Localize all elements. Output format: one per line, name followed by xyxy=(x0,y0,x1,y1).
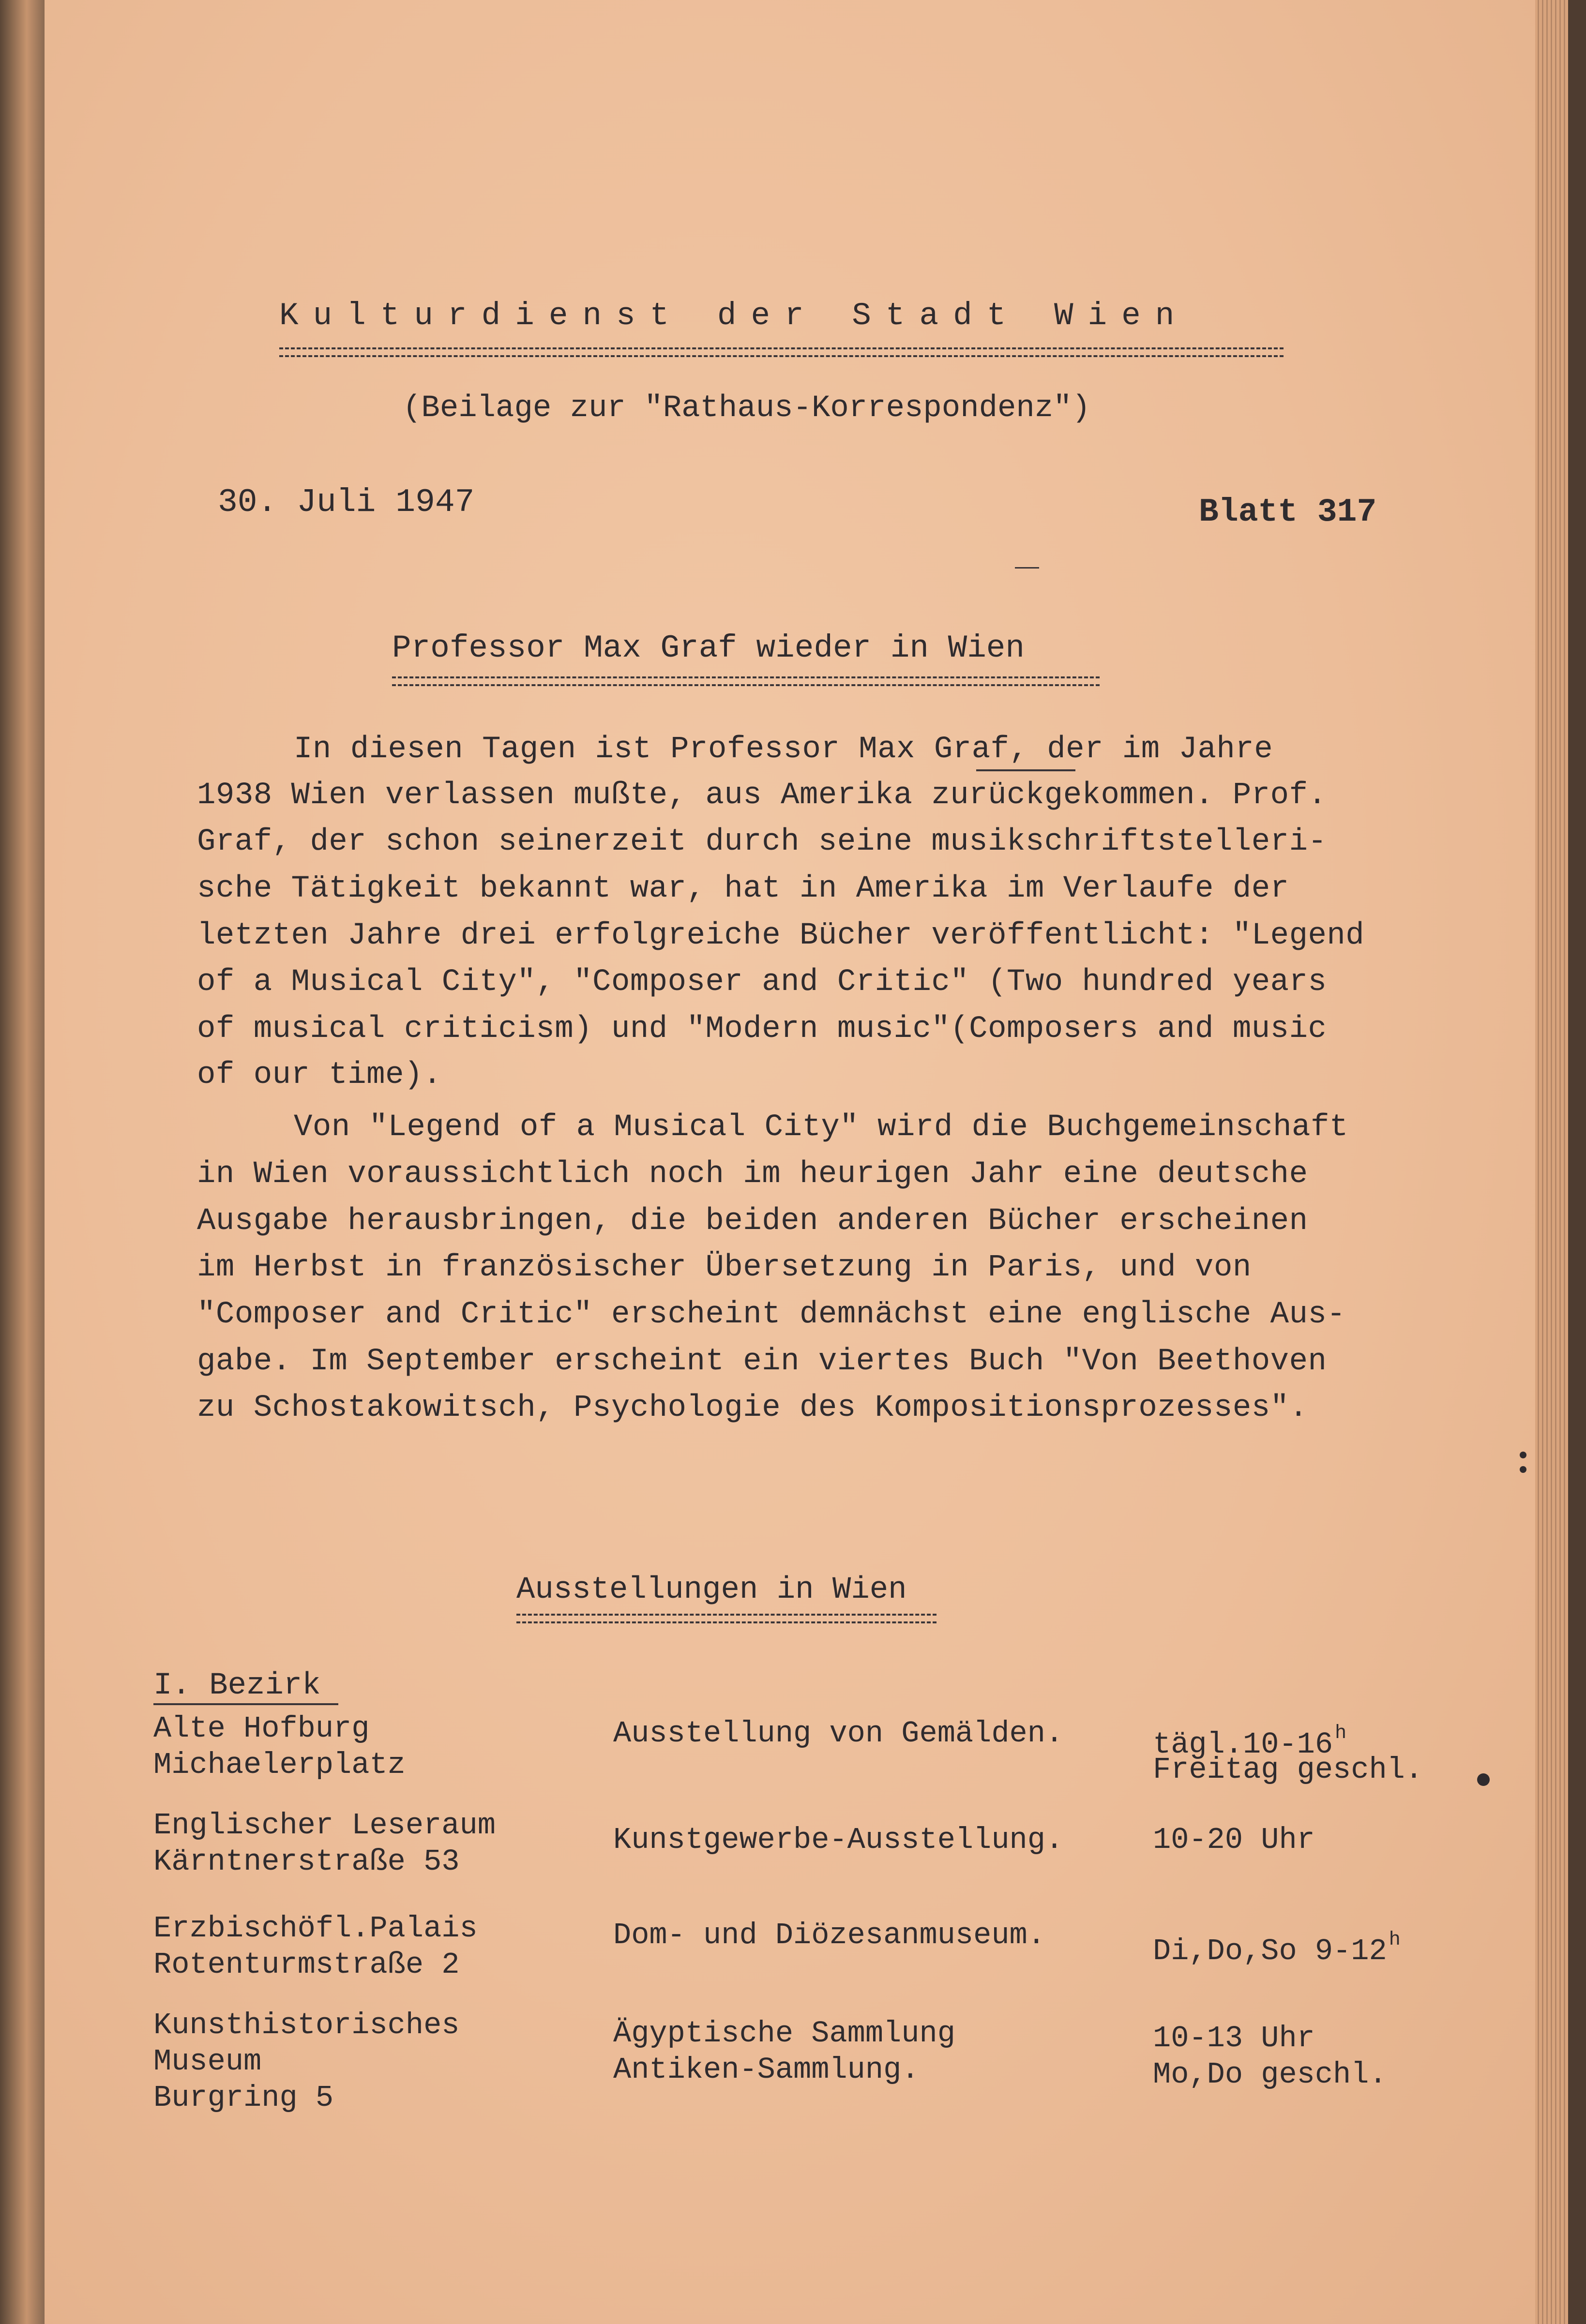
title-double-underline xyxy=(279,347,1284,357)
venue-name: Englischer Leseraum xyxy=(153,1808,496,1843)
article-line: gabe. Im September erscheint ein viertes Buch "Von Beethoven xyxy=(197,1344,1327,1379)
opening-hours-text: tägl.10-16 xyxy=(1153,1727,1333,1762)
exhibitions-heading: Ausstellungen in Wien xyxy=(516,1573,907,1607)
article-line: 1938 Wien verlassen mußte, aus Amerika zurückgekommen. Prof. xyxy=(197,778,1327,813)
venue-name-cont: Museum xyxy=(153,2044,262,2079)
closing-note: Mo,Do geschl. xyxy=(1153,2057,1387,2092)
paper-sheet xyxy=(45,0,1535,2324)
district-label: I. Bezirk xyxy=(153,1668,321,1703)
page-subtitle: (Beilage zur "Rathaus-Korrespondenz") xyxy=(403,391,1091,426)
book-spine xyxy=(0,0,45,2324)
article-line: Graf, der schon seinerzeit durch seine musikschriftstelleri- xyxy=(197,825,1327,859)
page-title: Kulturdienst der Stadt Wien xyxy=(279,298,1189,334)
hours-superscript: h xyxy=(1389,1929,1401,1951)
heading-double-underline xyxy=(392,676,1100,686)
article-line: of musical criticism) und "Modern music"(Composers and music xyxy=(197,1012,1327,1047)
venue-name: Alte Hofburg xyxy=(153,1711,370,1746)
venue-address: Rotenturmstraße 2 xyxy=(153,1948,460,1982)
exhibit-title: Ägyptische Sammlung xyxy=(613,2016,955,2051)
opening-hours-text: Di,Do,So 9-12 xyxy=(1153,1934,1387,1968)
venue-address: Kärntnerstraße 53 xyxy=(153,1844,460,1879)
issue-date: 30. Juli 1947 xyxy=(218,484,475,521)
exhibit-title: Dom- und Diözesanmuseum. xyxy=(613,1918,1045,1952)
article-line: of our time). xyxy=(197,1058,442,1093)
venue-name: Erzbischöfl.Palais xyxy=(153,1911,478,1946)
name-underline xyxy=(976,769,1075,771)
article-line: letzten Jahre drei erfolgreiche Bücher veröffentlicht: "Legend xyxy=(197,918,1365,953)
article-line: In diesen Tagen ist Professor Max Graf, der im Jahre xyxy=(294,732,1273,767)
article-line: "Composer and Critic" erscheint demnächst eine englische Aus- xyxy=(197,1297,1346,1332)
article-line: of a Musical City", "Composer and Critic" (Two hundred years xyxy=(197,965,1327,1000)
venue-address: Michaelerplatz xyxy=(153,1748,406,1782)
article-heading: Professor Max Graf wieder in Wien xyxy=(392,630,1025,666)
page-edges-shadow xyxy=(1568,0,1586,2324)
stray-mark xyxy=(1015,567,1039,569)
opening-hours: 10-20 Uhr xyxy=(1153,1823,1315,1857)
hours-superscript: h xyxy=(1335,1723,1347,1744)
article-line: sche Tätigkeit bekannt war, hat in Amerika im Verlaufe der xyxy=(197,871,1289,906)
opening-hours xyxy=(1153,1922,1401,1969)
article-line: im Herbst in französischer Übersetzung in Paris, und von xyxy=(197,1250,1252,1285)
district-underline xyxy=(153,1703,338,1705)
margin-mark xyxy=(1520,1466,1526,1473)
margin-mark xyxy=(1520,1452,1526,1458)
exhibit-title: Ausstellung von Gemälden. xyxy=(613,1716,1064,1751)
ink-blot xyxy=(1477,1773,1490,1786)
exhibit-title-cont: Antiken-Sammlung. xyxy=(613,2053,920,2087)
venue-address: Burgring 5 xyxy=(153,2081,334,2115)
exhibit-title: Kunstgewerbe-Ausstellung. xyxy=(613,1823,1064,1857)
article-line: zu Schostakowitsch, Psychologie des Kompositionsprozesses". xyxy=(197,1391,1308,1425)
venue-name: Kunsthistorisches xyxy=(153,2008,460,2042)
sheet-number: Blatt 317 xyxy=(1199,494,1377,531)
opening-hours: 10-13 Uhr xyxy=(1153,2021,1315,2055)
exhibitions-double-underline xyxy=(516,1614,936,1623)
article-line: Ausgabe herausbringen, die beiden anderen Bücher erscheinen xyxy=(197,1204,1308,1239)
closing-note: Freitag geschl. xyxy=(1153,1753,1423,1787)
article-line: Von "Legend of a Musical City" wird die Buchgemeinschaft xyxy=(294,1110,1348,1145)
article-line: in Wien voraussichtlich noch im heurigen Jahr eine deutsche xyxy=(197,1157,1308,1192)
